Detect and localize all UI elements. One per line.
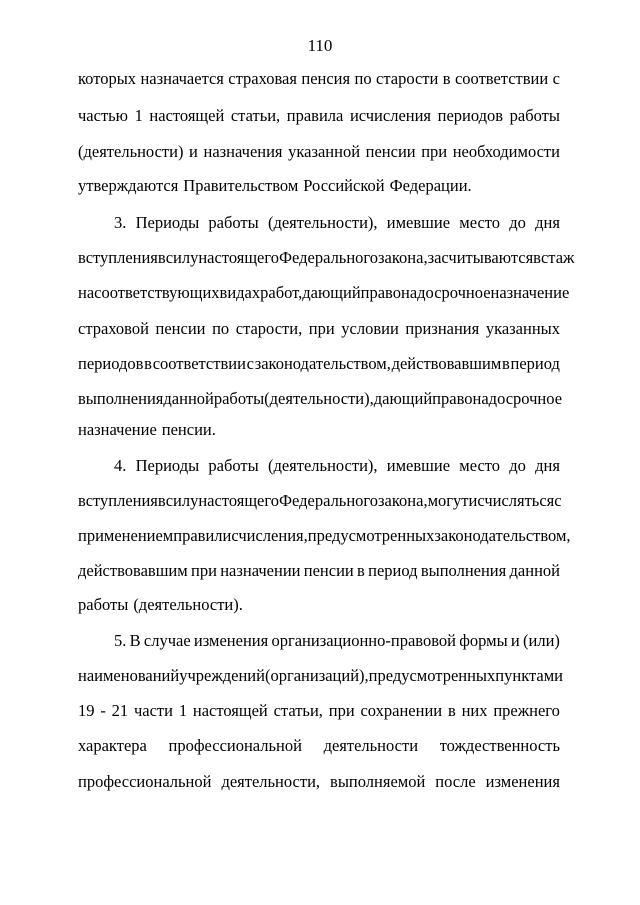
text-line: 3. Периоды работы (деятельности), имевшие место до дня [114, 213, 560, 232]
text-line: (деятельности) и назначения указанной пенсии при необходимости [78, 142, 560, 161]
text-line: назначение пенсии. [78, 420, 216, 439]
text-line: работы (деятельности). [78, 595, 243, 614]
text-line: профессиональной деятельности, выполняемой после изменения [78, 772, 560, 791]
text-line: страховой пенсии по старости, при условии признания указанных [78, 319, 560, 338]
text-line: вступления в силу настоящего Федерального закона, засчитываются в стаж [78, 248, 575, 267]
text-line: 5. В случае изменения организационно-правовой формы и (или) [114, 631, 560, 650]
text-line: выполнения данной работы (деятельности), дающий право на досрочное [78, 389, 563, 408]
text-line: характера профессиональной деятельности тождественность [78, 736, 560, 755]
text-line: которых назначается страховая пенсия по старости в соответствии с [78, 69, 560, 88]
page-number: 110 [307, 36, 333, 55]
text-line: действовавшим при назначении пенсии в период выполнения данной [78, 561, 560, 580]
text-line: на соответствующих видах работ, дающий право на досрочное назначение [78, 283, 570, 302]
text-line: 4. Периоды работы (деятельности), имевшие место до дня [114, 456, 560, 475]
text-line: применением правил исчисления, предусмотренных законодательством, [78, 526, 571, 545]
text-line: наименований учреждений (организаций), предусмотренных пунктами [78, 666, 563, 685]
text-line: вступления в силу настоящего Федерального закона, могут исчисляться с [78, 491, 562, 510]
text-line: 19 - 21 части 1 настоящей статьи, при сохранении в них прежнего [78, 701, 560, 720]
text-line: утверждаются Правительством Российской Федерации. [78, 176, 472, 195]
text-line: периодов в соответствии с законодательством, действовавшим в период [78, 354, 560, 373]
text-line: частью 1 настоящей статьи, правила исчисления периодов работы [78, 106, 560, 125]
